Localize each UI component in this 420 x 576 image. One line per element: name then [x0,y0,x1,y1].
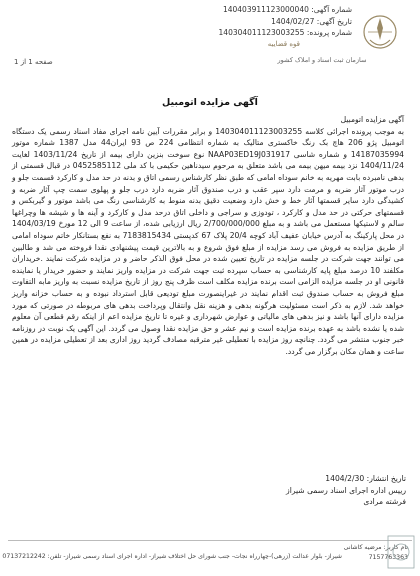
notice-date-label: تاریخ آگهی: [316,16,352,26]
notice-number-label: شماره آگهی: [311,5,352,14]
footer-address: شیراز- بلوار عدالت (زرهی)-چهارراه نجات- جنب شورای حل اختلاف شیراز- اداره اجرای اسناد رسمی شیراز- تلفن: 07137212242 [2,553,342,560]
page-title: آگهی مزایده اتومبیل [162,97,258,108]
judiciary-emblem-icon [358,10,402,58]
page-indicator: صفحه 1 از 1 [14,58,53,66]
stamp-icon [386,534,416,570]
notice-date: 1404/02/27 [271,16,315,26]
notice-date-row [152,16,352,28]
notice-number: 140403911123000040 [222,5,309,14]
notice-number-row [152,4,352,16]
signatory-office: رییس اداره اجرای اسناد رسمی شیراز [286,485,406,495]
judiciary-brand-mark: قوه قضاییه [267,40,300,48]
file-number-row [152,27,352,39]
publish-date-label: تاریخ انتشار: [366,474,406,483]
footer-user-label: نام کاربر: مرضیه کاشانی [343,544,408,551]
notice-first-line: آگهی مزایده اتومبیل [340,115,404,124]
signatory-name: فرشته مرادی [363,497,406,507]
publish-date: 1404/2/30 [325,474,365,483]
file-number: 140304011123003255 [218,28,305,37]
page-footer [2,540,412,561]
publish-date-row [0,473,420,485]
footer-user-code: 7157763363 [368,553,408,561]
notice-meta [152,4,352,39]
signature-block [0,473,420,508]
notice-body [12,114,404,357]
notice-paragraph: به موجب پرونده اجرائی کلاسه 140304011123003255 و برابر مقررات آیین نامه اجرای مفاد اسناد رسمی یک دستگاه اتومبیل پژو 206 هاچ بک رنگ خاکستری متالیک به شماره انتظامی 224 ص 93 ایران44 مدل 1387 شماره موتور 14187035994 و شماره شاسی NAAP03ED19J031917 نوع سوخت بنزین دارای بیمه از تاریخ 1403/11/24 لغایت 1404/11/24 نزد بیمه میهن بیمه می باشد متعلق به مرحوم سیدناهین حکیمی با کد ملی 0452585112 در قبال قسمتی از بدهی نامبرده بابت مهریه به خانم سوداه امامی که طبق نظر کارشناس رسمی اتاق و بدنه در حد مدل و کارکرد قسمت جلو و درب موتور آثار ضربه و مرمت دارد سپر عقب و درب صندوق آثار ضربه دارد درب جلو و پهلوی سمت چپ آثار ضربه و کشیدگی دارد سایر قسمتها آثار خط و خش دارد وضعیت دقیق بدنه منوط به کارشناسی رنگ می باشد موتور و گیربکس و قسمتهای حرکتی در حد مدل و کارکرد ، تودوزی و سراجی و داخلی اتاق درحد مدل و کارکرد و آینه ها و شیشه ها وچراغها سالم و لاستیکها مستعمل می باشد و به مبلغ 2/700/000/000 ریال ارزیابی شده، از ساعت 9 الی 12 مورخ 1404/03/19 در محل پارکینگ به آدرس خیابان عفیف آباد کوچه 20/4 پلاک 67 کدپستی 7183815434 به نفع بستانکار خاتم سوداه امامی از طریق مزایده به فروش می رسد مزایده از مبلغ فوق شروع و به بالاترین قیمت پیشنهادی نقدا فروخته می شد و طالبین می توانند جهت شرکت در جلسه مزایده در تاریخ تعیین شده در محل فوق الذکر حاضر و در مزایده شرکت نمایند .خریداران مکلفند 10 درصد مبلغ پایه کارشناسی به حساب سپرده ثبت جهت شرکت در مزایده واریز نمایند و حضور خریدار یا نماینده قانونی او در جلسه مزایده الزامی است برنده مزایده مکلف است ظرف پنج روز از تاریخ مزایده نسبت به واریز مابه التفاوت مبلغ فروش به حساب صندوق ثبت اقدام نمایند در غیراینصورت مبلغ تودیعی قابل استرداد نبوده و به حساب خزانه واریز خواهد شد. لازم به ذکر است مسئولیت هرگونه بدهی و هزینه نقل وانتقال وپرداخت بدهی های مربوطه در صورتی که مورد مزایده دارای آنها باشد و نیز بدهی های مالیاتی و عوارض شهرداری و غیره تا تاریخ مزایده اعم از اینکه رقم قطعی آن معلوم شده یا نشده باشد به عهده برنده مزایده است و نیم عشر و حق مزایده نقدا وصول می گردد. این آگهی یک نوبت در روزنامه خبر جنوب منتشر می گردد. چنانچه روز مزایده با تعطیلی غیر مترقبه مصادف گردید روز اداری بعد از تعطیلی مزایده در همین ساعت و همان مکان برگزار می گردد. [12,126,405,356]
file-number-label: شماره پرونده: [306,28,352,37]
organization-name: سازمان ثبت اسناد و املاک کشور [277,56,367,64]
